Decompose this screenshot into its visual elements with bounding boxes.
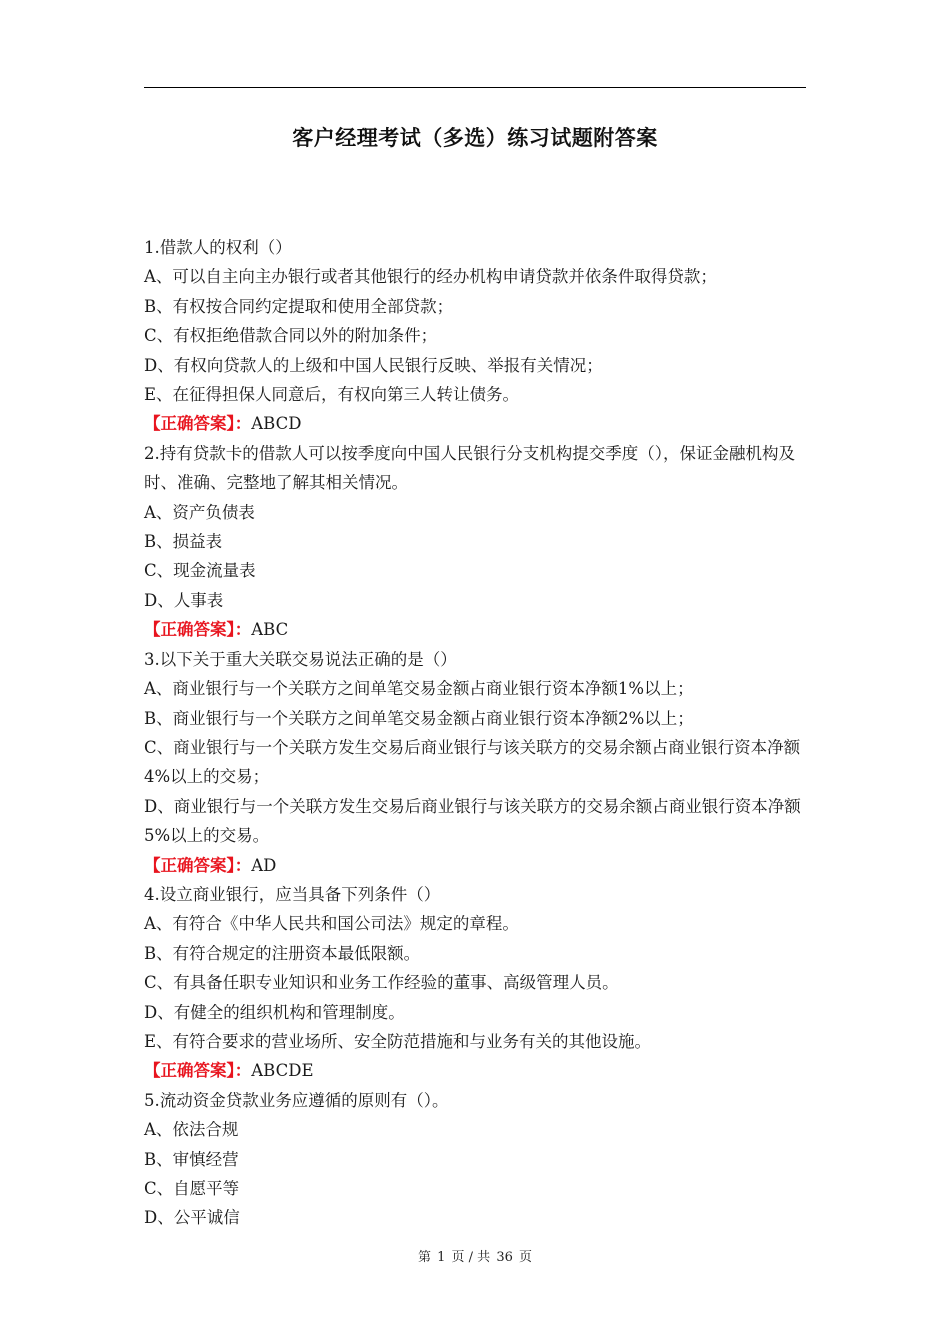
option-a: A、依法合规 (144, 1120, 239, 1140)
footer-suffix: 页 (519, 1250, 533, 1265)
page-footer (0, 1246, 950, 1265)
footer-prefix: 第 (417, 1250, 431, 1265)
option-a: A、可以自主向主办银行或者其他银行的经办机构申请贷款并依条件取得贷款； (144, 267, 717, 287)
header-rule (144, 87, 806, 88)
current-page-number: 1 (437, 1250, 446, 1265)
answer-line (144, 1056, 806, 1085)
question-block (144, 1086, 806, 1233)
option-a: A、有符合《中华人民共和国公司法》规定的章程。 (144, 914, 519, 934)
option-c: C、商业银行与一个关联方发生交易后商业银行与该关联方的交易余额占商业银行资本净额4%以上的交易； (144, 737, 801, 787)
option-b: B、有符合规定的注册资本最低限额。 (144, 943, 421, 963)
answer-value: AD (251, 855, 277, 875)
option-c: C、有具备任职专业知识和业务工作经验的董事、高级管理人员。 (144, 973, 619, 993)
answer-value: ABCD (251, 414, 302, 434)
answer-line (144, 409, 806, 438)
option-b: B、有权按合同约定提取和使用全部贷款； (144, 296, 454, 316)
question-block (144, 645, 806, 880)
option-c: C、现金流量表 (144, 561, 256, 581)
answer-line (144, 851, 806, 880)
question-stem: 5.流动资金贷款业务应遵循的原则有（）。 (144, 1090, 449, 1110)
answer-value: ABCDE (251, 1061, 314, 1081)
answer-line (144, 615, 806, 644)
question-stem: 3.以下关于重大关联交易说法正确的是（） (144, 649, 457, 669)
question-stem: 1.借款人的权利（） (144, 238, 292, 257)
option-c: C、有权拒绝借款合同以外的附加条件； (144, 326, 438, 346)
answer-value: ABC (251, 620, 289, 640)
option-b: B、商业银行与一个关联方之间单笔交易金额占商业银行资本净额2%以上； (144, 708, 694, 728)
option-d: D、有权向贷款人的上级和中国人民银行反映、举报有关情况； (144, 355, 603, 375)
question-block (144, 233, 806, 439)
option-e: E、在征得担保人同意后，有权向第三人转让债务。 (144, 385, 520, 405)
answer-label: 【正确答案】： (144, 620, 252, 640)
total-page-count: 36 (496, 1250, 513, 1265)
question-block (144, 439, 806, 645)
answer-label: 【正确答案】： (144, 414, 252, 434)
question-stem: 2.持有贷款卡的借款人可以按季度向中国人民银行分支机构提交季度（），保证金融机构及时、准确、完整地了解其相关情况。 (144, 443, 795, 493)
option-d: D、商业银行与一个关联方发生交易后商业银行与该关联方的交易余额占商业银行资本净额5%以上的交易。 (144, 796, 801, 846)
option-d: D、公平诚信 (144, 1208, 240, 1228)
option-b: B、审慎经营 (144, 1149, 239, 1169)
option-b: B、损益表 (144, 532, 223, 552)
question-block (144, 880, 806, 1086)
document-title: 客户经理考试（多选）练习试题附答案 (292, 126, 658, 150)
option-a: A、商业银行与一个关联方之间单笔交易金额占商业银行资本净额1%以上； (144, 679, 694, 699)
option-e: E、有符合要求的营业场所、安全防范措施和与业务有关的其他设施。 (144, 1031, 652, 1051)
option-c: C、自愿平等 (144, 1179, 240, 1198)
option-d: D、人事表 (144, 590, 224, 610)
answer-label: 【正确答案】： (144, 855, 252, 875)
option-d: D、有健全的组织机构和管理制度。 (144, 1002, 405, 1022)
question-stem: 4.设立商业银行，应当具备下列条件（） (144, 884, 441, 904)
option-a: A、资产负债表 (144, 502, 255, 522)
question-list (144, 233, 806, 1233)
answer-label: 【正确答案】： (144, 1061, 252, 1081)
footer-mid: 页 / 共 (451, 1250, 491, 1265)
